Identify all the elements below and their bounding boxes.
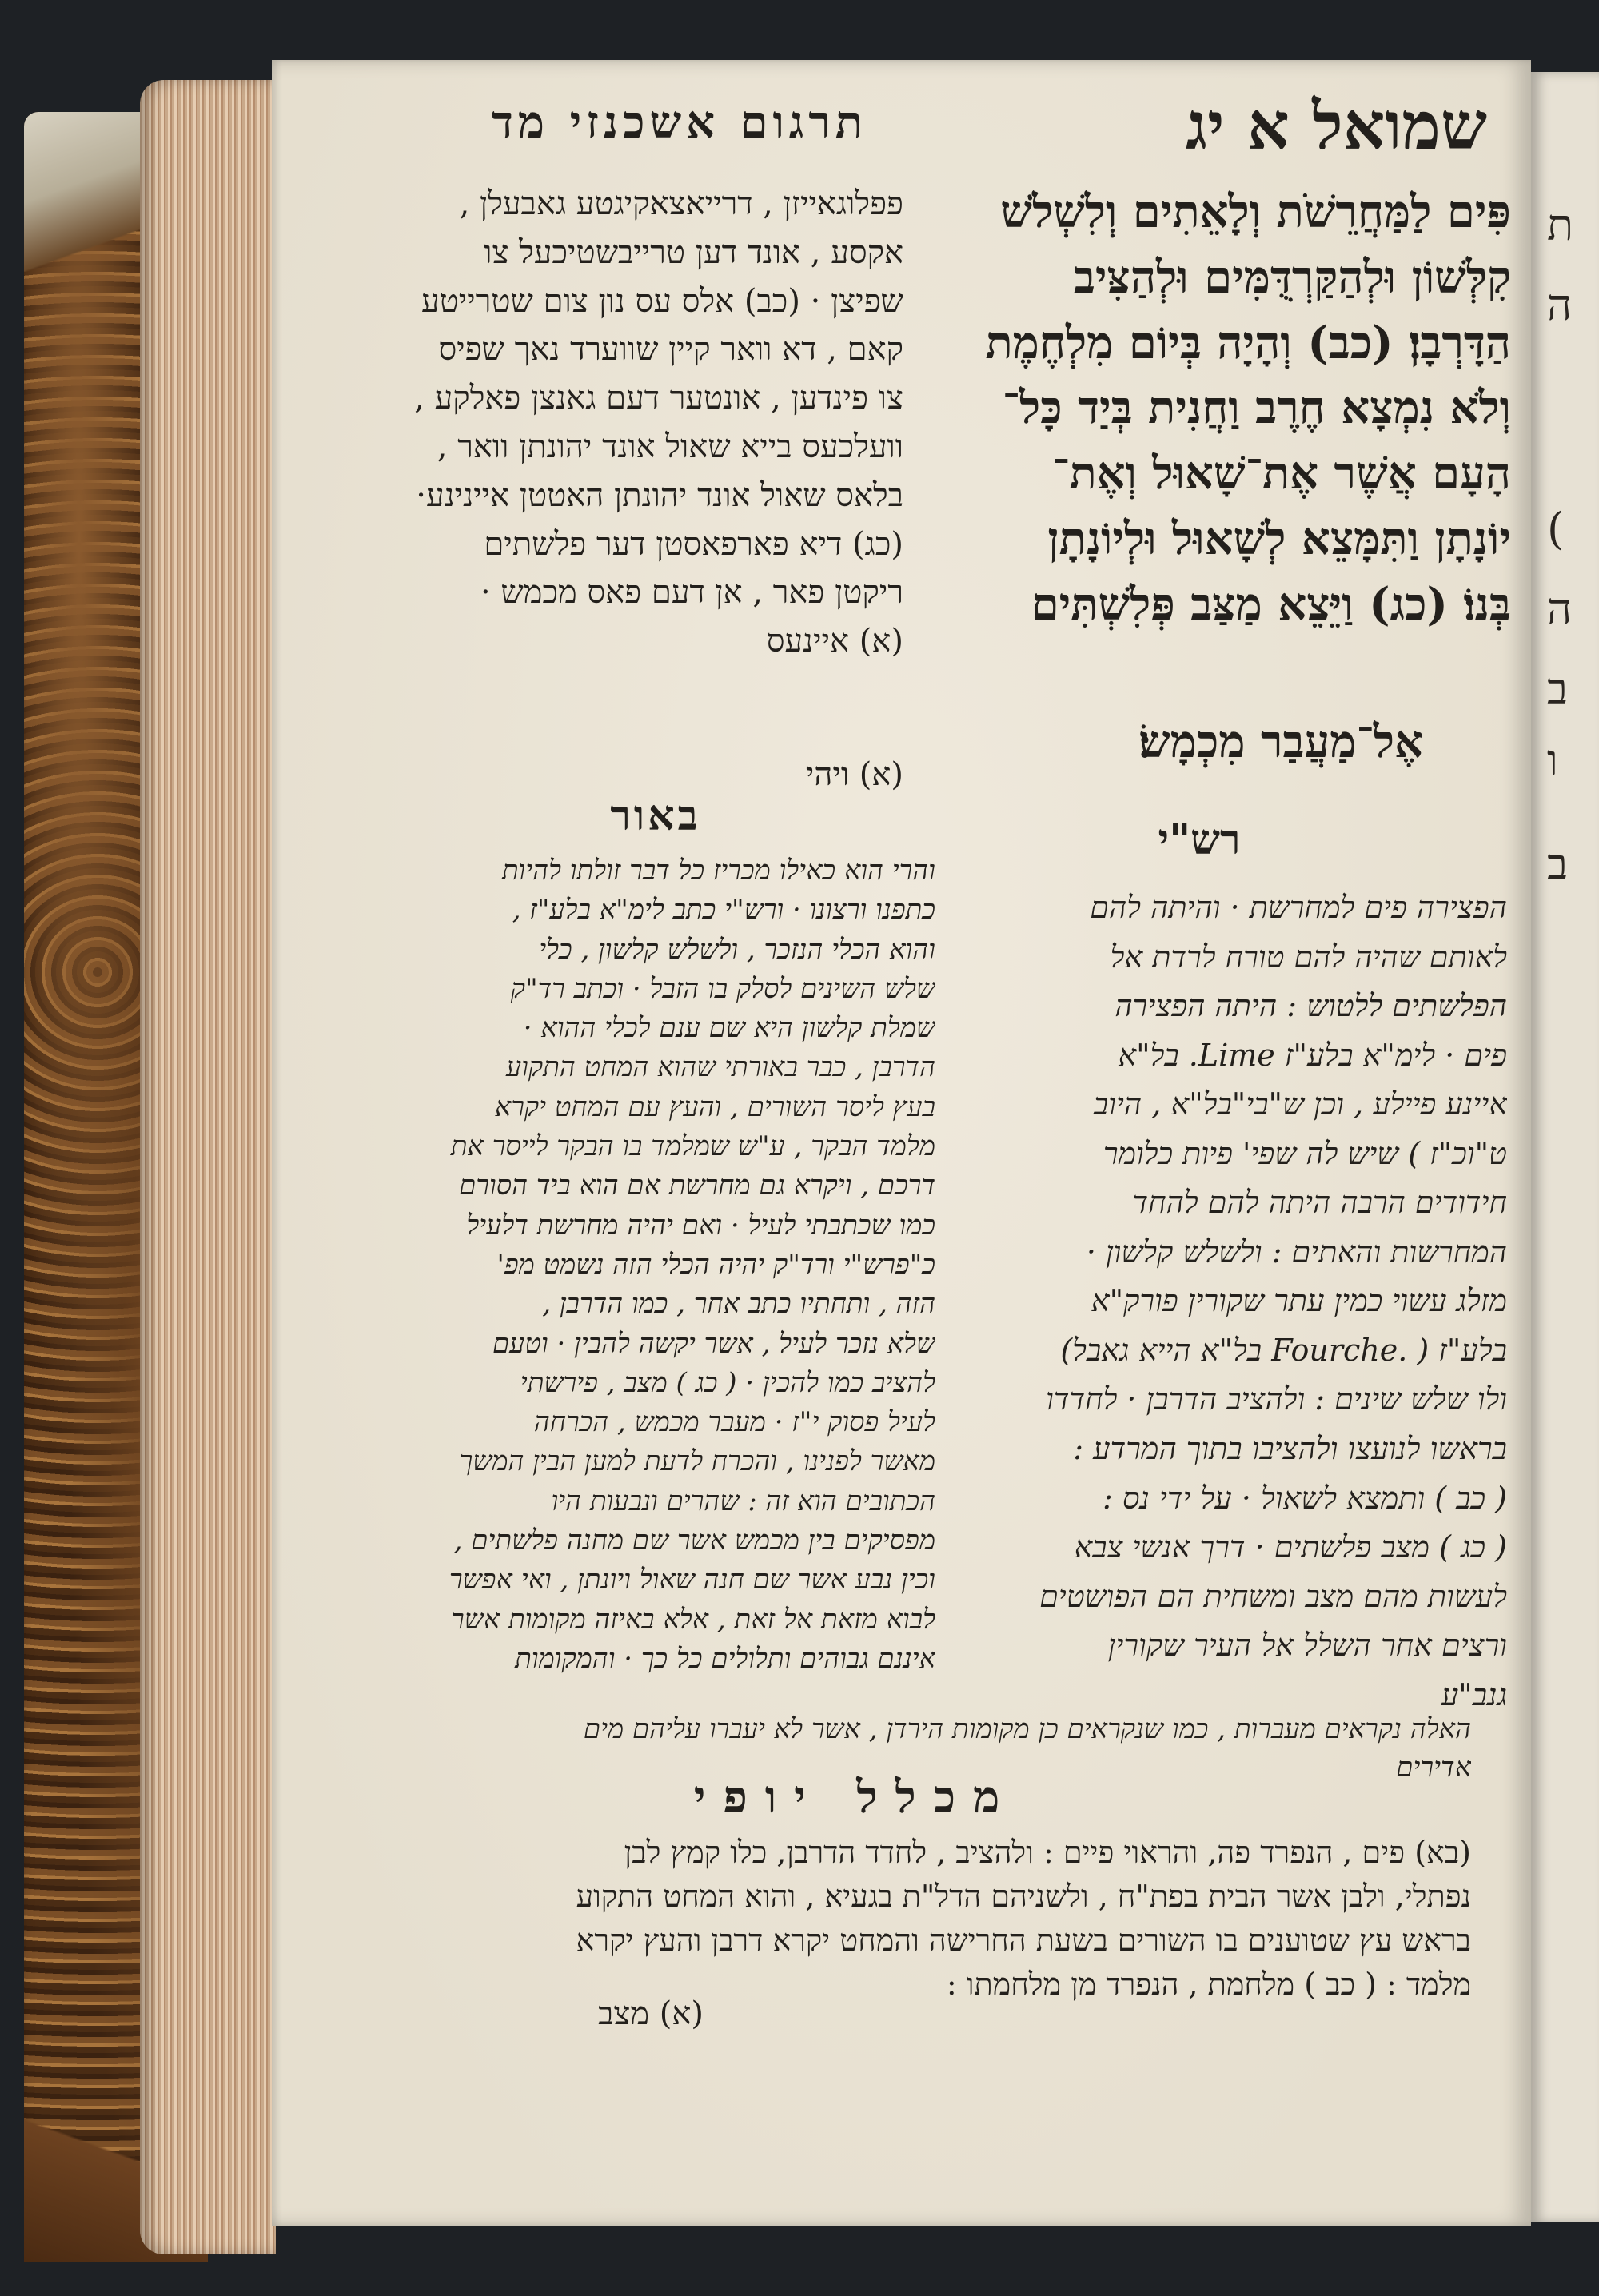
verse-line: הָעָם אֲשֶׁר אֶת־שָׁאוּל וְאֶת־	[1052, 447, 1511, 500]
biur-line: איננם גבוהים ותלולים כל כך · והמקומות	[515, 1642, 935, 1675]
verse-line: יוֹנָתָן וַתִּמָּצֵא לְשָׁאוּל וּלְיוֹנָתָן	[1047, 512, 1511, 565]
translation-line: שפיצן · (כב) אלס עס נון צום שטרייטע	[421, 282, 903, 320]
book-page	[272, 60, 1531, 2226]
rashi-line: גנב"ע	[1441, 1676, 1507, 1712]
next-page-edge	[1531, 72, 1599, 2222]
biur-line: וכין נבע אשר שם חנה שאול ויונתן , ואי אפשר	[449, 1564, 935, 1596]
next-page-fragment: ה	[1547, 280, 1573, 330]
translation-line: קאם , דא וואר קיין שווערד נאך שפיס	[438, 331, 903, 369]
michlol-heading: מכלל יופי	[693, 1771, 1018, 1824]
running-header-book: שמואל א יג	[1186, 88, 1487, 165]
rashi-line: איינע פיילע , וכן ש"בי"בל"א , היוב	[1093, 1086, 1507, 1122]
biur-line: לבוא מזאת אל זאת , אלא באיזה מקומות אשר	[451, 1603, 935, 1636]
michlol-line: בראש עץ שטוענים בו השורים בשעת החרישה והמחט יקרא דרבן והעץ יקרא	[576, 1923, 1471, 1959]
rashi-line: בראשו לנועצו ולהציבו בתוך המרדע :	[1073, 1431, 1507, 1467]
biur-line: והוא הכלי הנזכר , ולשלש קלשון , כלי	[539, 933, 935, 966]
michlol-line: נפתלי, ולבן אשר הבית בפת"ח , ולשניהם הדל"ת בגעיא , והוא המחט התקוע	[576, 1879, 1471, 1915]
next-page-fragment: ו	[1547, 735, 1558, 786]
rashi-heading: רש"י	[1158, 815, 1241, 864]
next-page-fragment: ב	[1547, 664, 1569, 714]
biur-line: הזה , ותחתיו כתב אחר , כמו הדרבן ,	[542, 1288, 935, 1321]
translation-line: אקסע , אונד דען טרייבשטיכעל צו	[484, 233, 903, 271]
translation-line: ריקטן פאר , אן דעם פאס מכמש ·	[480, 574, 903, 612]
rashi-line: ורצים אחר השלל אל העיר שקורין	[1107, 1628, 1507, 1664]
rashi-line: המחרשות והאתים : ולשלש קלשון ·	[1086, 1234, 1507, 1270]
translation-catchword: (א) ויהי	[805, 756, 903, 793]
running-header-translation: תרגום אשכנזי מד	[491, 96, 867, 149]
rashi-line: ( כב ) ותמצא לשאול · על ידי נס :	[1102, 1480, 1507, 1516]
biur-line: כתפנו ורצונו · ורש"י כתב לימ"א בלע"ז ,	[512, 894, 935, 927]
michlol-line: (בא) פים , הנפרד פה, והראוי פיים : ולהציב , לחדד הדרבן, כלו קמץ לבן	[624, 1835, 1471, 1870]
biur-heading: באור	[610, 791, 701, 840]
biur-line: שלא נזכר לעיל , אשר יקשה להבין · וטעם	[492, 1327, 935, 1360]
biur-line: לעיל פסוק י"ז · מעבר מכמש , הכרחה	[533, 1406, 935, 1439]
german-translation	[384, 180, 903, 666]
rashi-line: ולו שלש שינים : ולהציב הדרבן · לחדדו	[1046, 1381, 1507, 1417]
rashi-line: חידודים הרבה היתה להם להחד	[1132, 1185, 1507, 1221]
rashi-line: מזלג עשוי כמין עתר שקורין פורק"א	[1091, 1283, 1507, 1319]
next-page-fragment: (	[1547, 504, 1565, 554]
verse-continuation: אֶל־מַעֲבַר מִכְמָשׂ׃	[1138, 716, 1423, 768]
rashi-line: הפלשתים ללטוש : היתה הפצירה	[1115, 988, 1507, 1024]
next-page-fragment: ה	[1547, 584, 1573, 634]
verse-line: פִּים לַמַּחֲרֵשֹׁת וְלָאֵתִים וְלִשְׁלֹשׁ	[1000, 185, 1511, 238]
michlol-line: מלמד : ( כב ) מלחמת , הנפרד מן מלחמתו :	[946, 1967, 1471, 2003]
translation-line: צו פינדען , אונטער דעם גאנצן פאלקע ,	[414, 380, 903, 417]
translation-line: וועלכעס בייא שאול אונד יהונתן וואר ,	[437, 428, 903, 465]
verse-line: וְלֹא נִמְצָא חֶרֶב וַחֲנִית בְּיַד כָּל־	[1002, 381, 1511, 435]
biur-line: מאשר לפנינו , והכרח לדעת למען הבין המשך	[459, 1445, 935, 1478]
page-edges	[140, 80, 276, 2254]
biur-line: מפסיקים בין מכמש אשר שם מחנה פלשתים ,	[453, 1525, 935, 1557]
next-page-fragment: ת	[1547, 200, 1573, 250]
rashi-line: פים · לימ"א בלע"ז Lime. בל"א	[1118, 1037, 1507, 1073]
rashi-line: ( כג ) מצב פלשתים · דרך אנשי צבא	[1074, 1529, 1507, 1565]
michlol-catchword: (א) מצב	[598, 1995, 704, 2032]
biblical-text	[947, 180, 1511, 637]
rashi-line: לאותם שהיה להם טורח לרדת אל	[1110, 939, 1507, 975]
biur-line: שלש השינים לסלק בו הזבל · וכתב רד"ק	[510, 972, 935, 1005]
translation-line: פפלוגאייזן , דרייאצאקיגטע גאבעלן ,	[459, 185, 903, 222]
michlol-yofi-notes	[328, 1831, 1471, 2007]
biur-line: שמלת קלשון היא שם ענם לכלי ההוא ·	[523, 1012, 935, 1045]
rashi-commentary	[943, 883, 1507, 1720]
translation-line: (א) איינעס	[766, 623, 903, 660]
biur-line: כ"פרש"י ורד"ק יהיה הכלי הזה נשמט מפ'	[496, 1248, 935, 1281]
biur-line: האלה נקראים מעברות , כמו שנקראים כן מקומות הירדן , אשר לא יעברו עליהם מים	[583, 1713, 1471, 1745]
biur-line: מלמד הבקר , ע"ש שמלמד בו הבקר לייסר את	[450, 1130, 935, 1163]
biur-line: הדרבן , כבר באורתי שהוא המחט התקוע	[505, 1051, 935, 1084]
rashi-line: לעשות מהם מצב ומשחית הם הפושטים	[1039, 1578, 1507, 1614]
translation-line: בלאס שאול אונד יהונתן האטטן איינינע·	[416, 476, 903, 514]
next-page-fragment: ב	[1547, 839, 1569, 890]
biur-line: בעץ ליסר השורים , והעץ עם המחט יקרא	[494, 1090, 935, 1123]
biur-line: כמו שכתבתי לעיל · ואם יהיה מחרשת דלעיל	[466, 1209, 935, 1242]
rashi-line: הפצירה פים למחרשת · והיתה להם	[1090, 890, 1507, 925]
verse-line: בְּנוֹ׃ (כג) וַיֵּצֵא מַצַּב פְּלִשְׁתִּים	[1031, 577, 1511, 631]
rashi-line: בלע"ז ( .Fourche בל"א הייא גאבל)	[1060, 1332, 1507, 1368]
biur-commentary	[312, 851, 935, 1679]
biur-line: אדירים	[1396, 1751, 1471, 1784]
biur-line: והרי הוא כאילו מכריז כל דבר זולתו להיות	[501, 855, 935, 887]
verse-line: הַדָּרְבָן׃ (כב) וְהָיָה בְּיוֹם מִלְחֶמֶת	[985, 316, 1511, 369]
translation-line: (כג) דיא פארפאסטן דער פלשתים	[484, 525, 903, 563]
verse-line: קִלְּשׁוֹן וּלְהַקַּרְדֻּמִּים וּלְהַצִּיב	[1073, 250, 1511, 304]
rashi-line: ט"וכ"ז ) שיש לה שפי' פיות כלומר	[1103, 1135, 1507, 1171]
biur-line: דרכם , ויקרא גם מחרשת אם הוא ביד הסורם	[459, 1170, 935, 1202]
biur-line: הכתובים הוא זה : שהרים ונבעות היו	[551, 1485, 935, 1517]
biur-line: להציב כמו להכין · ( כג ) מצב , פירשתי	[520, 1366, 935, 1399]
